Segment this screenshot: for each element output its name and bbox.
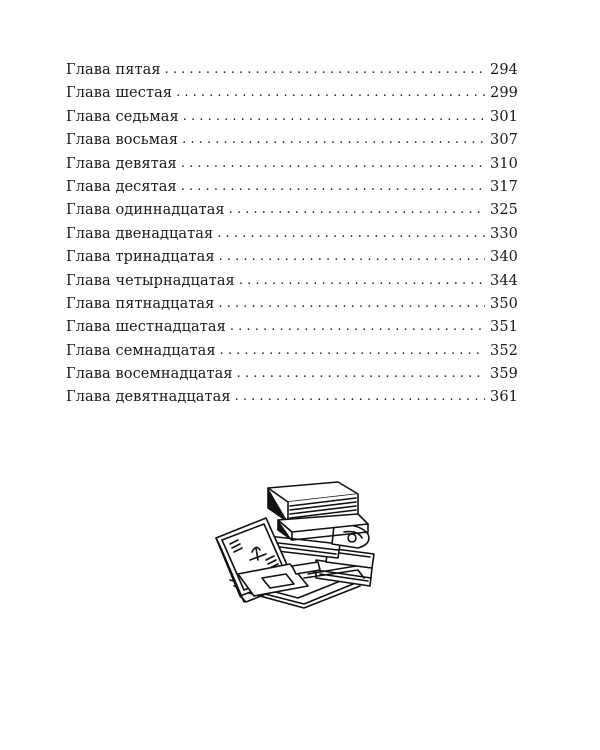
toc-leader-dots [220,343,485,358]
toc-entry[interactable] [66,296,518,319]
toc-entry-title: Глава одиннадцатая [66,202,225,219]
toc-entry-page: 352 [490,342,518,359]
toc-entry-page: 299 [490,85,518,102]
toc-entry-title: Глава двенадцатая [66,225,214,242]
toc-entry-page: 310 [490,155,518,172]
toc-leader-dots [176,85,485,100]
book-stack-icon [208,478,382,612]
toc-entry[interactable] [66,343,518,366]
toc-entry-page: 350 [490,295,518,312]
toc-entry-page: 317 [490,178,518,195]
toc-entry-title: Глава восьмая [66,132,179,149]
toc-leader-dots [218,296,485,311]
toc-leader-dots [182,132,485,147]
toc-entry[interactable] [66,109,518,132]
toc-entry[interactable] [66,179,518,202]
toc-entry[interactable] [66,226,518,249]
toc-leader-dots [230,319,485,334]
toc-entry-page: 359 [490,366,518,383]
toc-entry[interactable] [66,132,518,155]
toc-entry-title: Глава десятая [66,178,177,195]
toc-entry[interactable] [66,366,518,389]
toc-entry-title: Глава четырнадцатая [66,272,235,289]
table-of-contents [66,62,518,413]
toc-entry-page: 351 [490,319,518,336]
toc-leader-dots [181,156,485,171]
toc-entry-title: Глава девятая [66,155,177,172]
toc-entry-title: Глава семнадцатая [66,342,216,359]
toc-entry-title: Глава восемнадцатая [66,366,233,383]
toc-entry[interactable] [66,319,518,342]
toc-entry-page: 344 [490,272,518,289]
toc-entry[interactable] [66,156,518,179]
toc-entry-title: Глава пятнадцатая [66,295,215,312]
toc-leader-dots [217,226,485,241]
toc-leader-dots [237,366,485,381]
toc-entry-title: Глава пятая [66,62,161,78]
toc-entry[interactable] [66,85,518,108]
toc-entry-title: Глава шестая [66,85,173,102]
toc-entry-page: 301 [490,108,518,125]
toc-entry-page: 325 [490,202,518,219]
toc-entry-page: 340 [490,249,518,266]
toc-entry-page: 361 [490,389,518,406]
toc-leader-dots [239,273,485,288]
toc-leader-dots [183,109,485,124]
toc-entry-title: Глава девятнадцатая [66,389,231,406]
toc-entry-page: 307 [490,132,518,149]
toc-leader-dots [229,202,485,217]
toc-entry[interactable] [66,273,518,296]
toc-entry-title: Глава шестнадцатая [66,319,226,336]
toc-entry-title: Глава седьмая [66,108,179,125]
toc-entry-page: 330 [490,225,518,242]
toc-leader-dots [165,62,485,77]
book-stack-illustration [208,478,382,612]
toc-entry-page: 294 [490,62,518,78]
toc-entry-title: Глава тринадцатая [66,249,215,266]
toc-entry[interactable] [66,62,518,85]
toc-leader-dots [181,179,485,194]
toc-entry[interactable] [66,389,518,412]
toc-entry[interactable] [66,202,518,225]
toc-leader-dots [235,389,485,404]
toc-leader-dots [219,249,485,264]
toc-entry[interactable] [66,249,518,272]
